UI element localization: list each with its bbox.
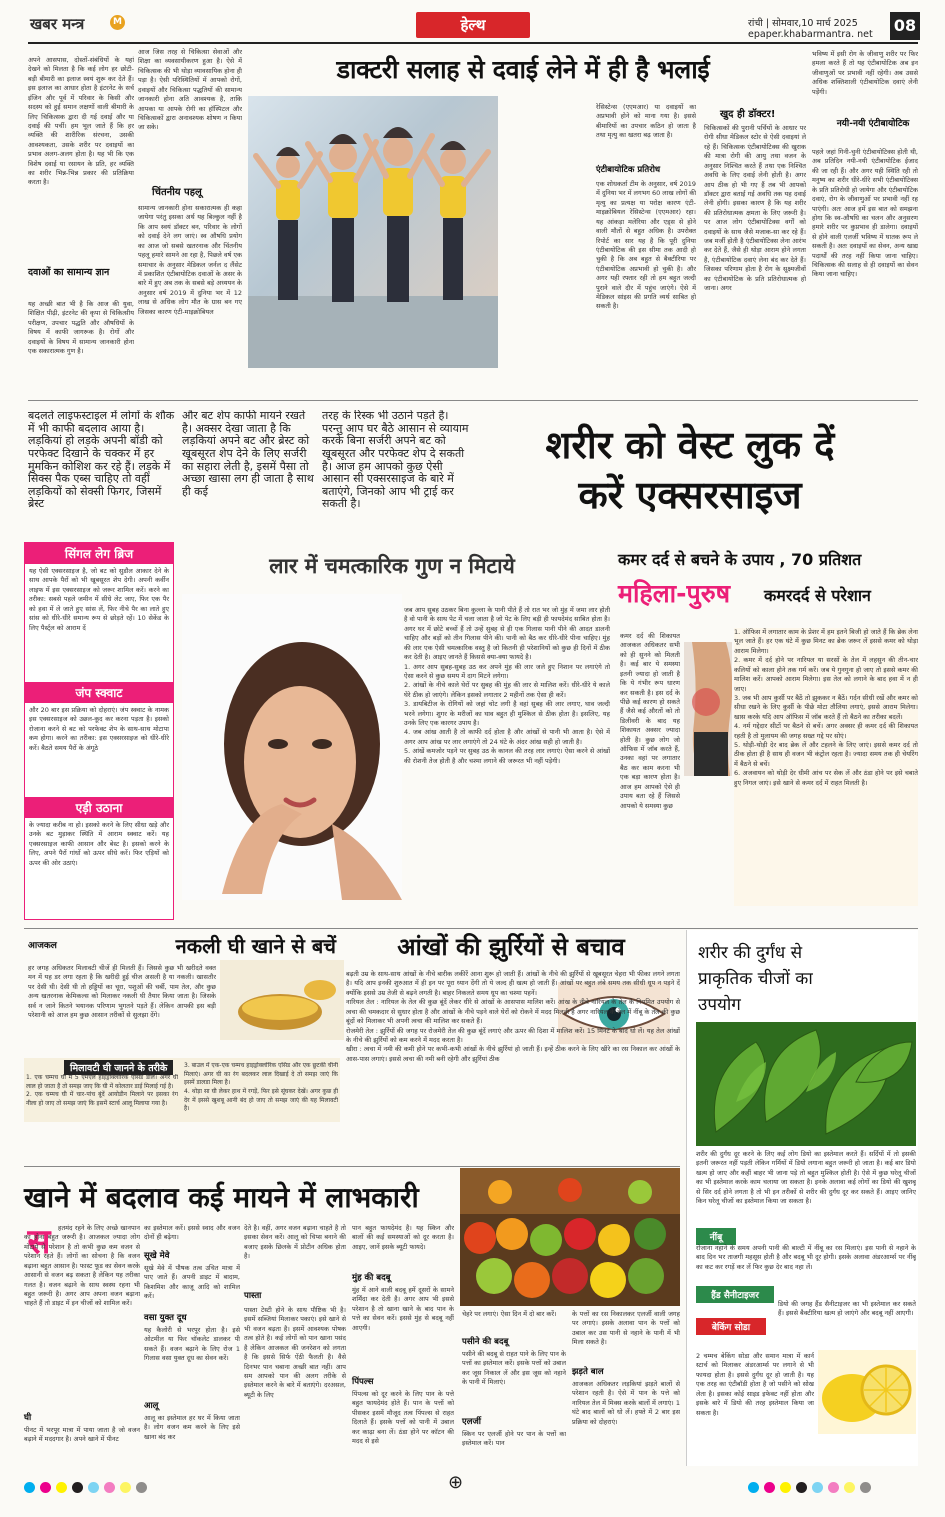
article1-col2: आज जिस तरह से चिकित्सा सेवाओं और शिक्षा का व्यवसायीकरण हुआ है। ऐसे में चिकित्सक की भी थोड़ा व्यावसायिक होना ही पड़ा है। ऐसी परिस्थितियों में आपको रोगों, दवाइयों और चिकित्सा पद्धतियों की सामान्य जानकारी होना अति आवश्यक है, ताकि आपका या आपके रोगी का हॉस्पिटल और चिकित्सकों द्वारा अनावश्यक शोषण न किया जा सके। [138, 48, 242, 132]
article4-points: 1. ऑफिस में लगातार काम के प्रेशर में हम इतने बिजी हो जाते हैं कि ब्रेक लेना भूल जाते हैं। हर एक घंटे में कुछ मिनट का ब्रेक जरूर लें इससे कमर को थोड़ा आराम मिलेगा। 2. कमर में दर्द होने पर नारियल या सरसों के तेल में लहसुन की तीन-चार कलियों को काला होने तक गर्म करें। जब ये गुनगुना हो जाए तो इससे कमर की मालिश करें। आपको आराम मिलेगा। इस तेल को लगाने के बाद हवा में न ही जाए। 3. जब भी आप कुर्सी पर बैठें तो झुककर न बैठें। गर्दन सीधी रखें और कमर को सीधा रखने के लिए कुर्सी के पीछे मोटा तौलिया लगाएं, इससे आराम मिलेगा। खास करके यदि आप ऑफिस में जॉब करते हैं तो बैठने का तरीका बदलें। 4. नर्म गद्देदार सीटों पर बैठने से बचें। अगर अक्सर ही कमर दर्द की शिकायत रहती है तो मुलायम की जगह सख्त गद्दे पर सोएं। 5. थोड़ी-थोड़ी देर बाद ब्रेक लें और टहलने के लिए जाएं। इससे कमर दर्द तो ठीक होता ही है साथ ही वजन भी कंट्रोल रहता है। ज्यादा समय तक ही चेयरिंग में बैठने से बचें। 6. अजवायन को थोड़ी देर धीमी आंच पर सेक लें और ठंडा होने पर इसे चबाते हुए निगल जाएं। इसे खाने से कमर दर्द में राहत मिलती है। [734, 628, 918, 906]
article1-col4: चिकित्सकों की पुरानी पर्चियों के आधार पर रोगी सीधा मेडिकल स्टोर से ऐसी दवाइयां ले रहे हैं। चिकित्सक एंटीबायोटिक्स की खुराक की मात्रा रोगी की आयु तथा वजन के अनुसार निश्चित करते हैं तथा एक निश्चित अवधि के लिए दवाई लेनी होती है। अगर आप ठीक हो भी गए हैं तब भी आपको डॉक्टर द्वारा बताई गई अवधि तक यह दवाई लेनी होगी। इसका कारण है कि यह शरीर की प्रतिरोधात्मक क्षमता के लिए जरूरी है। पर आज लोग एंटीबायोटिक्स वर्गों को दवाइयों के साथ जैसे मजाक-सा कर रहे हैं। जब मर्जी होती है एंटीबायोटिक्स लेना आरंभ कर देते हैं, जैसे ही थोड़ा आराम होने लगता है, एंटीबायोटिक दवाएं लेना बंद कर देते हैं। जिसका परिणाम होता है रोग के सूक्ष्मजीवों का एंटीबायोटिक के प्रति प्रतिरोधात्मक हो जाना। अगर [704, 124, 806, 293]
article1-col1-subhead: दवाओं का सामान्य ज्ञान [28, 267, 110, 278]
article1-col1-text2: यह अच्छी बात भी है कि आज की युवा, शिक्षित पीढ़ी, इंटरनेट की कृपा से चिकित्सीय परीक्षण, उपचार पद्धति और औषधियों के विषय में काफी जागरूक है। रोगों और दवाइयों के विषय में सामान्य जानकारी होना एक सकारात्मक गुण है। [28, 300, 134, 356]
article4-headline-rest: कमरदर्द से परेशान [764, 586, 871, 605]
article7-text-sanitizer: डियो की जगह हैंड सैनीटाइजर का भी इस्तेमाल कर सकते हैं। इससे बैक्टीरिया खत्म हो जाएंगे और बदबू नहीं आएगी। [778, 1300, 916, 1318]
divider-3 [24, 1166, 680, 1167]
registration-color-marks-right [748, 1478, 876, 1497]
article8-col6-text2: आजकल अधिकतर लड़कियां झड़ते बालों से परेशान रहती है। ऐसे में पान के पत्ते को नारियल तेल में मिक्स करके बालों में लगाएं। 1 घंटे बाद बालों को धो लें। हफ्ते में 2 बार इस प्रक्रिया को दोहराएं। [572, 1380, 680, 1426]
article8-col4-text3: पिंपल्स को दूर करने के लिए पान के पत्ते बहुत फायदेमंद होते हैं। पान के पत्तों को पीसकर इसमें मौजूद तत्व पिंपल्स से राहत दिलाते हैं। इसके पत्तों को पानी में उबाल कर काढ़ा बना लें। ठंडा होने पर कॉटन की मदद से इसे [352, 1390, 454, 1446]
article5-headline: नकली घी खाने से बचें [175, 934, 336, 958]
article8-col5-text2: पसीने की बदबू से राहत पाने के लिए पान के पत्तों का इस्तेमाल करें। इसके पत्तों को उबाल कर जूस निकाल लें और इस जूस को नहाने के पानी में मिलाएं। [462, 1350, 566, 1387]
registration-color-marks-left [24, 1478, 152, 1497]
article8-col2-text3: यह कैलोरी से भरपूर होता है। इसे ओटमील या फिर चॉकलेट डालकर पी सकते हैं। वजन बढ़ाने के लिए रोज 1 गिलास वसा युक्त दूध का सेवन करें। [144, 1326, 240, 1363]
article5-body-cont [28, 1040, 344, 1060]
article2-headline-line2: करें एक्सरसाइज [578, 473, 802, 517]
article1-col3: रेसिस्टेन्स (एएमआर) या दवाइयों का अप्रभावी होने को माना गया है। इससे बीमारियों का उपचार कठिन हो जाता है तथा मृत्यु का खतरा बढ़ जाता है। [596, 103, 696, 140]
article8-col1-subhead: घी [24, 1413, 32, 1423]
article8-col2-subhead3: आलू [144, 1401, 159, 1411]
article8-col3-text2: पास्ता टेस्टी होने के साथ पौष्टिक भी है। इसमें सब्जियां मिलाकर पकाएं। इसे खाने से भी वजन बढ़ता है। इसमें आवश्यक पोषक तत्व होते है। कई लोगों को पान खाना पसंद है लेकिन आजकल की जनरेशन को लगता है कि इससे सिर्फ ऐंठी फैलती है। वैसे दिनभर पान चबाना अच्छी बात नहीं। आप सम आपको पान की अलग तरीके से इस्तेमाल करने के बारे में बताएंगे। दरअसल, ब्यूटी के लिए [244, 1306, 346, 1399]
article7-sub-lemon: नींबू [696, 1228, 736, 1245]
ghee-tips-left: 1. एक चम्मच घी में 5 एमएल हाइड्रोक्लोरिक एसिड डालें। अगर घी लाल हो जाता है तो समझ जाए कि घी में कोलतार डाई मिलाई गई है। 2. एक चम्मच घी में चार-पांच बूंदें आयोडीन मिलाने पर इसका रंग नीला हो जाए तो समझ जाएं कि इसमें स्टार्च आलू मिलाया गया है। [26, 1074, 178, 1108]
section-label: हेल्थ [416, 12, 530, 38]
article4-headline-pink: महिला-पुरुष [618, 579, 731, 608]
masthead-rule [28, 42, 918, 44]
ghee-test-box [24, 1058, 340, 1122]
article8-col2-subhead: सूखे मेवे [144, 1251, 170, 1261]
betel-leaves-photo [696, 1022, 916, 1146]
masthead [0, 0, 945, 46]
article2-headline-line1: शरीर को वेस्ट लुक दें [545, 423, 835, 467]
article2-intro-col2: और बट शेप काफी मायने रखते है। अक्सर देखा जाता है कि लड़कियां अपने बट और ब्रेस्ट को खूबसूरत शेप देने के लिए सर्जरी का सहारा लेती है, इसमें पैसा तो अच्छा खासा लग ही जाता है साथ ही कई [182, 410, 314, 498]
article8-col5-text3: स्किन पर एलर्जी होने पर पान के पत्तों का इस्तेमाल करें। पान [462, 1430, 566, 1448]
brand-logo: खबर मन्त्र [30, 15, 85, 33]
lemon-photo [818, 1350, 916, 1434]
exercise-sidebar-heading-1: सिंगल लेग ब्रिज [25, 543, 173, 564]
article7-body: शरीर की दुर्गंध दूर करने के लिए कई लोग डियो का इस्तेमाल करते हैं। सर्दियों में तो इसकी इतनी जरूरत नहीं पड़ती लेकिन गर्मियों में डियो लगाना बहुत जरूरी हो जाता है। कई बार डियो खत्म हो जाए और कहीं बाहर भी जाना पड़े तो बहुत मुश्किल होती है। ऐसे में कुछ घरेलू चीजों का भी इस्तेमाल करके काम चलाया जा सकता है। इनके अलावा कई लोगों का डियो की खुशबू से सिर दर्द होने लगता है तो भी इन तरीकों से शरीर की दुर्गंध दूर कर सकते हैं। आइए जानिए किन घरेलू चीजों का इस्तेमाल किया जा सकता है। [696, 1150, 916, 1206]
website: epaper.khabarmantra. net [748, 29, 873, 40]
article1-col2-subhead: चिंतनीय पहलू [152, 187, 202, 198]
article1-col5-subhead: नयी-नयी एंटीबायोटिक [836, 119, 910, 129]
article1-col1: अपने आसपास, दोस्तों-संबंधियों के यहां देखने को मिलता है कि कई लोग हर छोटी-बड़ी बीमारी का इलाज स्वयं शुरू कर देते हैं। इस इलाज का आधार होता है इंटरनेट के सर्च इंजिन और पूर्व में परिवार के किसी और सदस्य को हुई समान लक्षणों वाली बीमारी के लिए चिकित्सक द्वारा दी गई दवाई और या दवाई की पर्ची। हम भूल जाते हैं कि हर व्यक्ति की शारीरिक संरचना, उसकी आवश्यकता, उसके शरीर पर दवाइयों का प्रभाव अलग-अलग होता है। यह भी कि एक विशेष दवाई या रसायन के प्रति, हर व्यक्ति का शरीर भिन्न-भिन्न प्रकार की प्रतिक्रिया करता है। [28, 56, 134, 187]
article1-col3-subhead: एंटीबायोटिक प्रतिरोध [596, 165, 661, 175]
fruits-vegetables-photo [460, 1168, 680, 1306]
dateline: रांची | सोमवार,10 मार्च 2025 [748, 18, 858, 29]
article3-headline: लार में चमत्कारिक गुण न मिटाये [269, 554, 515, 578]
exercise-sidebar-text-3: के ज्यादा करीब ना हो। इसको करने के लिए सीधा खड़े और उनके बट मुड़ाकर स्थिति में आराम स्क्वाट करें। यह एक्सरसाइज काफी आसान और बेस्ट है। इसको करने के लिए, अपने पैरों गांधों को ऊपर सीधे करें। फिर एड़ियों को ऊपर की ओर उठाएं। [29, 821, 169, 867]
article6-headline: आंखों की झुर्रियों से बचाव [397, 933, 625, 961]
article8-col2-text4: आलू का इस्तेमाल हर घर में किया जाता है। लोग वजन कम करने के लिए इसे खाना बंद कर [144, 1414, 240, 1441]
article7-headline-2: प्राकृतिक चीजों का [698, 969, 813, 989]
article1-col2-text2: सामान्य जानकारी होना सकारात्मक ही कहा जायेगा परंतु इसका अर्थ यह बिल्कुल नहीं है कि आप स्वयं डॉक्टर बन, परिवार के लोगों को दवाई देने लग जाएं। स्व औषधि प्रयोग का आज जो सबसे खतरनाक और चिंतनीय पहलू हमारे सामने आ रहा है, पिछले वर्ष एक समाचार के अनुसार मेडिकल जर्नल द लैंसेट में प्रकाशित एंटीबायोटिक दवाओं के असर के बारे में हुए अब तक के सबसे बड़े अध्ययन के अनुसार वर्ष 2019 में दुनिया भर में 12 लाख से अधिक लोग मौत के ग्रास बन गए जिसका कारण एंटी-माइक्रोबियल [138, 204, 242, 316]
ghee-test-box-title: मिलावटी घी जानने के तरीके [64, 1060, 173, 1075]
article5-lead-word: आजकल [28, 941, 57, 951]
back-pain-photo [684, 642, 732, 776]
article8-col6: के पत्तों का रस निकालकर एलर्जी वाली जगह पर लगाएं। इसके अलावा पान के पत्तों को उबाल कर उस पानी से नहाने के पानी में भी मिला सकते है। [572, 1310, 680, 1347]
article7-text-lemon: रोजाना नहाने के समय अपनी पानी की बाल्टी में नींबू का रस मिलाएं। इस पानी से नहाने के बाद दिन भर ताजगी महसूस होती है और बदबू भी दूर होगी। इसके अलावा अंडरआर्म्स पर नींबू का कट कर रगड़ें कर लें फिर कुछ देर बाद नहा लें। [696, 1244, 916, 1271]
article7-text-baking-soda: 2 चम्मच बेकिंग सोडा और समान मात्रा में कार्न स्टार्च को मिलाकर अंडरआर्म्स पर लगाने से भी फायदा होता है। इससे दुर्गंध दूर हो जाती है। यह एक तरह का एंटीबॉडी होता है जो पसीने को सोख लेता है। इसका कोई साइड इफेक्ट नहीं होता और इसके बारे में डियो की तरह इस्तेमाल किया जा सकता है। [696, 1352, 814, 1417]
exercise-sidebar-heading-3: एड़ी उठाना [25, 797, 173, 818]
article8-col4-text2: मुंह में आने वाली बदबू हमें दूसरों के सामने शर्मिंदा कर देती है। अगर आप भी इससे परेशान है तो खाना खाने के बाद पान के पत्ते का सेवन करें। इससे मुंह से बदबू नहीं आएगी। [352, 1286, 454, 1332]
article2-intro-col1: बदलते लाइफस्टाइल में लोगों के शौक में भी काफी बदलाव आया है। लड़कियां हो लड़के अपनी बॉडी को परफेक्ट दिखाने के चक्कर में हर मुमकिन कोशिश कर रहे हैं। लड़के में सिक्स पैक एब्स चाहिए तो वहीं लड़कियों को सेक्सी फिगर, जिसमें ब्रेस्ट [28, 410, 175, 511]
article4-headline-line1: कमर दर्द से बचने के उपाय , 70 प्रतिशत [618, 550, 862, 569]
article4-col: कमर दर्द की शिकायत आजकल अधिकतर सभी को ही सुनने को मिलती है। कई बार ये समस्या इतनी ज्यादा हो जाती है कि ये गंभीर रूप धारण कर सकती है। इस दर्द के पीछे कई कारण हो सकते हैं जैसे कई औरतों को तो डिलीवरी के बाद यह शिकायत अक्सर ज्यादा होती है। कुछ लोग जो ऑफिस में जॉब करते हैं, उनका वहां पर लगातार बैठ कर काम करना भी एक बड़ा कारण होता है। आज हम आपको ऐसे ही उपाय बता रहे हैं जिससे आपको ये समस्या कुछ [620, 632, 680, 810]
registration-target-icon: ⊕ [448, 1472, 464, 1493]
divider-2 [24, 928, 918, 929]
exercise-sidebar [24, 542, 174, 920]
fitness-class-photo [248, 96, 498, 368]
article8-col1-text: हतमंद रहने के लिए अच्छे खानपान का होना बहुत जरूरी है। आजकल ज्यादा लोग मोटापे से परेशान है तो कभी कुछ कम वजन से परेशान रहते हैं। लोगों का सोचना है कि वजन बढ़ाना बहुत आसान है। फास्ट फूड का सेवन करके आसानी से वजन बढ़ सकता है लेकिन यह तरीका गलत है। वजन बढ़ाने के साथ स्वस्थ रहना भी बहुत जरूरी है। अगर आप अपना वजन बढ़ाना चाहते हैं तो डाइट में इन चीजों को शामिल करें। [24, 1224, 140, 1308]
article1-col3-text2: एक शोधकर्ता टीम के अनुसार, वर्ष 2019 में दुनिया भर में लगभग 60 लाख लोगों की मृत्यु का प्रत्यक्ष या परोक्ष कारण एंटी-माइक्रोबियल रेसिस्टेन्स (एएमआर) रहा। यह आंकड़ा मलेरिया और एड्स से होने वाली मौतों से बहुत अधिक है। उपरोक्त रिपोर्ट का सार यह है कि पूरी दुनिया एंटीबायोटिक की इस सीमा तक आदी हो चुकी है कि अब बहुत से बैक्टीरिया पर एंटीबायोटिक अप्रभावी हो चुकी है। और अगर यही रफ्तार रही तो हम बहुत जल्दी पुराने वाले दौर में पहुंच जाएंगे। ऐसे में मेडिकल सांइस की प्रगति व्यर्थ साबित हो सकती है। [596, 180, 696, 311]
article1-col5-text2: पहले जहां गिनी-चुनी एंटीबायोटिक्स होती थी, अब प्रतिदिन नयी-नयी एंटीबायोटिक ईजाद की जा रही हैं। और अगर यही स्थिति रही तो मनुष्य का शरीर धीरे-धीरे सभी एंटीबायोटिक्स के प्रति प्रतिरोधी हो जायेगा और एंटीबायोटिक दवाएं, रोग के जीवाणुओं पर प्रभावी नहीं रह पाएंगी। अतः आज हमें इस बात को समझना होगा कि स्व-औषधि का चलन और अनुसरण हमारे शरीर पर कुप्रभाव ही डालेगा। दवाइयों से होने वाली एलर्जी भविष्य में घातक रूप ले सकती है। अतः दवाइयों का सेवन, अन्य खाद्य पदार्थों की तरह नहीं किया जाना चाहिए। चिकित्सक की सलाह से ही दवाइयों का सेवन किया जाना चाहिए। [812, 148, 918, 279]
article8-col6-subhead: झड़ते बाल [572, 1367, 604, 1377]
article2-intro-col3: तरह के रिस्क भी उठाने पड़ते है। परन्तु आप घर बैठे आसान से व्यायाम करके बिना सर्जरी अपने बट को खूबसूरत और परफेक्ट शेप दे सकती है। आज हम आपको कुछ ऐसी आसान सी एक्सरसाइज के बारे में बताएंगे, जिनको आप भी ट्राई कर सकती है। [322, 410, 469, 511]
article7-sub-baking-soda: बेकिंग सोडा [696, 1318, 766, 1335]
article8-col1-text2: पीनट में भरपूर मात्रा में पाया जाता है जो वजन बढ़ाने में मददगार है। अपने खाने में पीनट [24, 1426, 140, 1444]
article7-headline-3: उपयोग [698, 995, 741, 1015]
brand-badge-icon: M [110, 15, 125, 30]
article6-body: बढ़ती उम्र के साथ-साथ आंखों के नीचे बारीक लकीरें आना शुरू हो जाती हैं। आंखों के नीचे की झुर्रियों से खूबसूरत चेहरा भी फीका लगने लगता है। यदि आप इनकी शुरुआत में ही इन पर पूरा ध्यान देंगी तो ये जल्द ही खत्म हो जाती हैं। आंखों पर बहुत लंबे समय तक सीधी धूप न पड़ने दें क्योंकि इससे उम्र तेजी से बढ़ने लगती है। बाहर निकलते समय धूप का चश्मा पहनें। नारियल तेल : नारियल के तेल की कुछ बूंदें लेकर धीरे से आंखों के आसपास मालिश करें। आंख के नीचे नारियल के तेल के नियमित उपयोग से त्वचा की चमकदार से सुधार होता है और आंखों के नीचे पड़ने वाले घेरों को रोकने में मदद मिलती है अगर नारियल के तेल में नींबू के तेल की कुछ बूंदों को मिलाकर भी अपनी त्वचा की मालिश कर सकते हैं। रोजमेरी तेल : झुर्रियों की जगह पर रोजमेरी तेल की कुछ बूंदें लगाएं और ऊपर की दिशा में मालिश करें। 15 मिनट के बाद धो लें। यह तेल आंखों के नीचे की झुर्रियों को कम करने में मदद करता है। खीरा : त्वचा में नमी की कमी होने पर कभी-कभी आंखों के नीचे झुर्रियां हो जाती हैं। इन्हें ठीक करने के लिए खीरे का रस निकाल कर आंखों के आस-पास लगाएं। इससे त्वचा की नमी बनी रहेगी और झुर्रियां ठीक [346, 970, 680, 1063]
article7-headline-1: शरीर की दुर्गंध से [698, 943, 803, 963]
exercise-sidebar-text-1: यह ऐसी एक्सरसाइज है, जो बट को सुडौल आकार देने के साथ आपके पैरों को भी खूबसूरत शेप देगी। अपनी कर्वीन लाइफ में इस एक्सरसाइज को जरूर शामिल करें। करने का तरीका: सबसे पहले जमीन में सीधे लेट जाए, फिर एक पैर को हवा में ले जाते हुए सांस लें, फिर नीचे पैर का लाते हुए सांस को धीरे-धीरे समान्य रूप से छोड़ते रहें। 10 सेकेंड के लिए पैर्स्ट्ल को आराम दें [29, 567, 169, 632]
article8-col2-subhead2: वसा युक्त दूध [144, 1313, 187, 1323]
article8-dropcap: स [27, 1222, 51, 1262]
article8-col2-text2: सूखे मेवे में पौषक तत्व उचित मात्रा में पाए जाते हैं। अपनी डाइट में बादाम, किशमिश और काजू आदि को शामिल करें। [144, 1264, 240, 1301]
article8-col4-subhead2: पिंपल्स [352, 1377, 374, 1387]
article7-sub-sanitizer: हैंड सैनीटाइजर [696, 1286, 774, 1303]
article3-body: जब आप सुबह उठकर बिना कुल्ला के पानी पीते हैं तो रात भर जो मुंह में जमा लार होती है वो पानी के साथ पेट में चला जाता है जो पेट के लिए बड़ी ही फायदेमंद साबित होता है। अगर घर में छोटे बच्चों हैं तो उन्हें सुबह से ही एक गिलास पानी पीने की आदत डालनी चाहिए और बड़ों को तीन गिलास पीने की। पानी को बैठ कर धीरे-धीरे पीना चाहिए। मुंह की लार एक ऐसी चमत्कारिक वस्तु है जो कितनी ही परेशानियों को कुछ ही दिनों में ठीक कर देती है। आइए जानते हैं किससे क्या-क्या फायदे है। 1. अगर आप सुबह-सुबह उठ कर अपने मुंह की लार जले हुए निशान पर लगाएंगे तो ऐसा करने से कुछ समय में दाग मिटने लगेगा। 2. आंखों के नीचे काले घेरों पर सुबह की मुंह की लार से मालिश करें। धीरे-धीरे ये काले घेरे ठीक हो जाएंगे। लेकिन इसको लगातार 2 महीनों तक ऐसा ही करें। 3. डायबिटीज के रोगियों को जहां चोट लगी है वहां सुबह की लार लगाए, घाव जल्दी भरने लगेगा। शुगर के मरीजों का घाव बहुत ही मुश्किल से ठीक होता है। इसलिए, यह उनके लिए एक कारगर उपाय है। 4. जब आंख आती है तो काफी दर्द होता है और आंखों से पानी भी आता है। ऐसे में अगर आप आंख पर लार लगाएंगे तो 24 घंटे के अंदर आंख सही हो जाती है। 5. आंखें कमजोर पड़ने पर सुबह उठ के कानल की तरह लार लगाएं। ऐसा करने से आंखों की रोशनी तेज होती है और चश्मा लगाने की जरूरत भी नहीं पड़ेगी। [404, 606, 610, 765]
exercise-sidebar-text-2: और 20 बार इस प्रक्रिया को दोहराएं। जंप स्क्वाट के नामक इस एक्सरसाइज को उछल-कूद कर करना पड़ता है। इसको रोजाना करने से बट को परफेक्ट शेप के साथ-साथ मोटापा कम होगा। करने का तरीका: इस एक्सरसाइज को धीरे-धीरे करें। बैठते समय पैरों के अंगूठे [29, 706, 169, 752]
page-number: 08 [890, 12, 920, 40]
article1-headline: डाक्टरी सलाह से दवाई लेने में ही है भलाई [336, 55, 710, 84]
article8-col5-subhead: पसीने की बदबू [462, 1337, 509, 1347]
exercise-sidebar-heading-2: जंप स्क्वाट [25, 682, 173, 703]
article8-col5: चेहरे पर लगाएं। ऐसा दिन में दो बार करें। [462, 1310, 557, 1318]
article8-col4: पान बहुत फायदेमंद है। यह स्किन और बालों की कई समस्याओं को दूर करता है। आइए, जानें इसके ब्यूटी फायदे। [352, 1224, 454, 1251]
article8-col3: देते है। वहीं, अगर वजन बढ़ाना चाहते है तो इसका सेवन करें। आलू को चिप्स बनाने की बजाए इसके छिलके में प्रोटीन अधिक होता है। [244, 1224, 346, 1261]
ghee-tips-right: 3. बाउल में एक-एक चम्मच हाइड्रोक्लोरिक एसिड और एक छूटकी चीनी मिलाएं। अगर घी का रंग बदलकर लाल दिखाई दे तो समझ जाएं कि इसमें डालडा मिला है। 4. थोड़ा सा घी लेकर हाथ में रगड़ें, फिर इसे सूंघकर देखें। अगर कुछ ही देर में इससे खुशबू आनी बंद हो जाए तो समझ जाएं की यह मिलावटी है। [184, 1062, 338, 1113]
ghee-photo [220, 960, 344, 1040]
article8-col4-subhead: मुंह की बदबू [352, 1273, 391, 1283]
woman-face-photo [182, 594, 402, 900]
article1-col4-subhead: खुद ही डॉक्टर! [720, 109, 776, 120]
article8-col2: का इस्तेमाल करें। इससे स्वाद और वजन दोनों ही बढ़ेगा। [144, 1224, 240, 1242]
article5-body: हर जगह अधिकतर मिलावटी चीजें ही मिलती हैं। जिससे कुछ भी खरीदते वक्त मन में यह डर लगा रहता है कि खरीदी हुई चीज असली है या नकली। खासतौर पर देसी घी। देसी घी तो हड्डियों का चूरा, पशुओं की चर्बी, पाम तेल, और कुछ अन्य खतरनाक केमिकल्स को मिलाकर नकली घी तैयार किया जाता है। जिसके सर्व न जाने कितने भयानक परिणाम भुगतने पड़ते हैं। लेकिन आपकी इस बड़ी परेशानी को आज हम कुछ आसान तरीकों से सुलझा देंगे। [28, 964, 216, 1020]
article8-col5-subhead2: एलर्जी [462, 1417, 481, 1427]
article8-headline: खाने में बदलाव कई मायने में लाभकारी [24, 1181, 419, 1214]
article1-col5: भविष्य में इसी रोग के जीवाणु शरीर पर फिर हमला करते हैं तो यह एंटीबायोटिक अब इन जीवाणुओं पर प्रभावी नहीं रहेगी। अब उससे अधिक शक्तिशाली एंटीबायोटिक दवाएं लेनी पड़ेंगी। [812, 50, 918, 96]
divider-1 [28, 400, 918, 401]
article8-col3-subhead: पास्ता [244, 1291, 262, 1301]
